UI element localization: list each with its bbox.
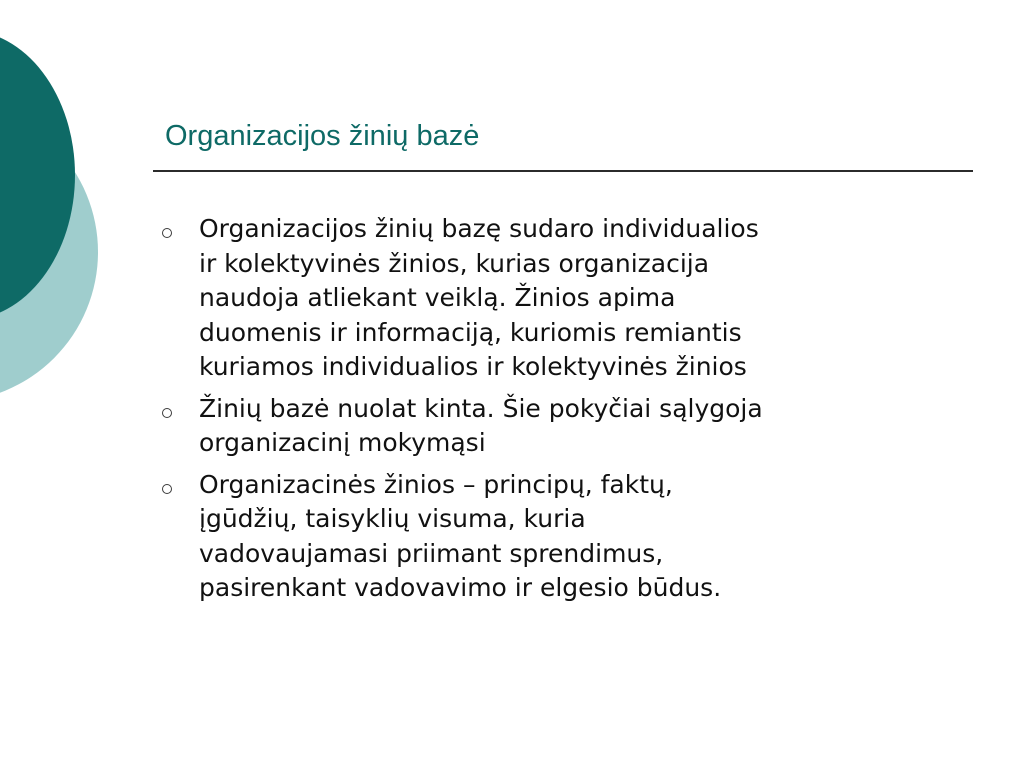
bullet-line: organizacinį mokymąsi bbox=[199, 428, 486, 457]
bullet-line: kuriamos individualios ir kolektyvinės žinios bbox=[199, 352, 747, 381]
bullet-line: naudoja atliekant veiklą. Žinios apima bbox=[199, 283, 676, 312]
bullet-line: įgūdžių, taisyklių visuma, kuria bbox=[199, 504, 586, 533]
bullet-line: Organizacijos žinių bazę sudaro individualios bbox=[199, 214, 759, 243]
title-divider bbox=[153, 170, 973, 172]
bullet-item bbox=[158, 468, 878, 606]
slide-title: Organizacijos žinių bazė bbox=[165, 120, 480, 152]
bullet-line: vadovaujamasi priimant sprendimus, bbox=[199, 538, 664, 568]
bullet-line: ir kolektyvinės žinios, kurias organizacija bbox=[199, 248, 710, 278]
bullet-item bbox=[158, 392, 878, 461]
bullet-list bbox=[158, 212, 878, 613]
bullet-line: duomenis ir informaciją, kuriomis remiantis bbox=[199, 317, 742, 347]
bullet-line: Žinių bazė nuolat kinta. Šie pokyčiai sąlygoja bbox=[199, 393, 763, 423]
bullet-line: pasirenkant vadovavimo ir elgesio būdus. bbox=[199, 573, 722, 602]
bullet-line: Organizacinės žinios – principų, faktų, bbox=[199, 469, 673, 499]
circle-bullet-icon bbox=[162, 484, 172, 494]
bullet-item bbox=[158, 212, 878, 385]
circle-bullet-icon bbox=[162, 408, 172, 418]
circle-bullet-icon bbox=[162, 228, 172, 238]
